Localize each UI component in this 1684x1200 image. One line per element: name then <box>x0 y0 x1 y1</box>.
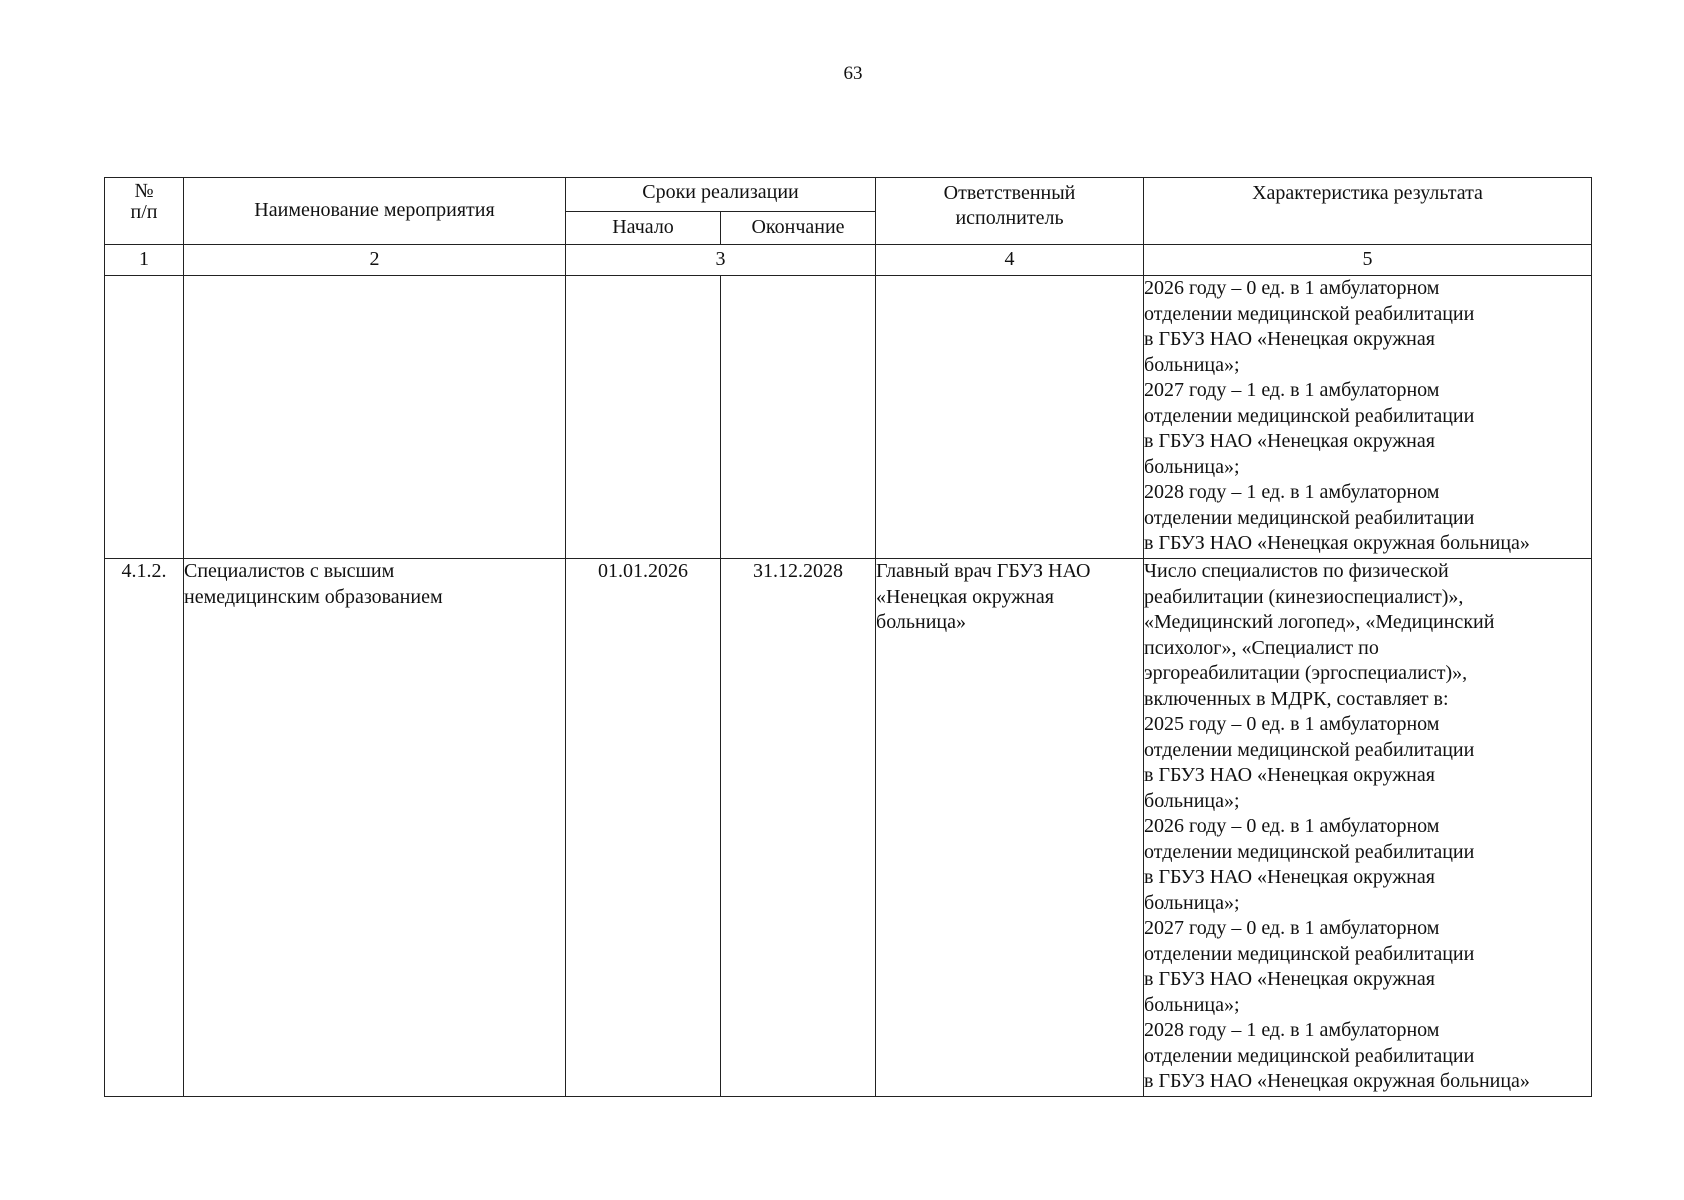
result-line: эргореабилитации (эргоспециалист)», <box>1144 662 1468 684</box>
result-line: психолог», «Специалист по <box>1144 636 1379 659</box>
result-line: отделении медицинской реабилитации <box>1144 1044 1475 1067</box>
result-line: в ГБУЗ НАО «Ненецкая окружная <box>1144 764 1435 786</box>
result-line: больница»; <box>1144 891 1240 914</box>
cell-empty <box>876 276 1144 559</box>
start-date: 01.01.2026 <box>566 559 721 1097</box>
result-line: 2027 году – 1 ед. в 1 амбулаторном <box>1144 379 1440 401</box>
result-cell-continued <box>1144 276 1592 559</box>
result-line: в ГБУЗ НАО «Ненецкая окружная больница» <box>1144 1070 1530 1092</box>
table-row-continued <box>105 276 1592 559</box>
end-date: 31.12.2028 <box>721 559 876 1097</box>
result-line: реабилитации (кинезиоспециалист)», <box>1144 585 1464 608</box>
header-activity-name: Наименование мероприятия <box>184 178 566 245</box>
result-line: отделении медицинской реабилитации <box>1144 506 1475 529</box>
result-line: в ГБУЗ НАО «Ненецкая окружная <box>1144 328 1435 350</box>
result-line: отделении медицинской реабилитации <box>1144 942 1475 965</box>
result-line: 2027 году – 0 ед. в 1 амбулаторном <box>1144 917 1440 939</box>
result-line: отделении медицинской реабилитации <box>1144 302 1475 325</box>
result-line: 2026 году – 0 ед. в 1 амбулаторном <box>1144 815 1440 837</box>
activity-name-line: Специалистов с высшим <box>184 560 395 582</box>
result-line: 2028 году – 1 ед. в 1 амбулаторном <box>1144 481 1440 503</box>
cell-empty <box>566 276 721 559</box>
result-line: отделении медицинской реабилитации <box>1144 738 1475 761</box>
cell-empty <box>184 276 566 559</box>
header-responsible <box>876 178 1144 245</box>
result-line: в ГБУЗ НАО «Ненецкая окружная больница» <box>1144 532 1530 554</box>
result-line: больница»; <box>1144 353 1240 376</box>
result-line: Число специалистов по физической <box>1144 560 1449 582</box>
cell-empty <box>105 276 184 559</box>
result-cell <box>1144 559 1592 1097</box>
header-implementation-dates: Сроки реализации <box>566 178 876 212</box>
result-line: в ГБУЗ НАО «Ненецкая окружная <box>1144 430 1435 452</box>
table-row <box>105 559 1592 1097</box>
column-index-4: 4 <box>876 245 1144 276</box>
result-line: больница»; <box>1144 455 1240 478</box>
result-line: отделении медицинской реабилитации <box>1144 404 1475 427</box>
row-number: 4.1.2. <box>105 559 184 1097</box>
header-responsible-line2: исполнитель <box>955 207 1064 229</box>
result-line: 2025 году – 0 ед. в 1 амбулаторном <box>1144 713 1440 735</box>
column-index-2: 2 <box>184 245 566 276</box>
responsible-line: «Ненецкая окружная <box>876 585 1054 608</box>
header-responsible-line1: Ответственный <box>943 182 1076 204</box>
result-line: включенных в МДРК, составляет в: <box>1144 687 1449 710</box>
column-index-5: 5 <box>1144 245 1592 276</box>
responsible-line: Главный врач ГБУЗ НАО <box>876 560 1091 582</box>
header-number <box>105 178 184 245</box>
header-start: Начало <box>566 211 721 245</box>
result-line: 2026 году – 0 ед. в 1 амбулаторном <box>1144 277 1440 299</box>
column-index-row <box>105 245 1592 276</box>
result-line: больница»; <box>1144 789 1240 812</box>
activity-name <box>184 559 566 1097</box>
column-index-3: 3 <box>566 245 876 276</box>
header-number-line1: № <box>134 180 154 202</box>
result-line: 2028 году – 1 ед. в 1 амбулаторном <box>1144 1019 1440 1041</box>
cell-empty <box>721 276 876 559</box>
activities-table <box>104 177 1592 1097</box>
page-number: 63 <box>843 63 863 84</box>
header-number-line2: п/п <box>130 201 158 223</box>
responsible-executor <box>876 559 1144 1097</box>
column-index-1: 1 <box>105 245 184 276</box>
result-line: в ГБУЗ НАО «Ненецкая окружная <box>1144 866 1435 888</box>
result-line: больница»; <box>1144 993 1240 1016</box>
activity-name-line: немедицинским образованием <box>184 585 443 608</box>
header-result: Характеристика результата <box>1144 178 1592 245</box>
result-line: «Медицинский логопед», «Медицинский <box>1144 611 1495 633</box>
result-line: отделении медицинской реабилитации <box>1144 840 1475 863</box>
header-end: Окончание <box>721 211 876 245</box>
responsible-line: больница» <box>876 611 967 633</box>
result-line: в ГБУЗ НАО «Ненецкая окружная <box>1144 968 1435 990</box>
